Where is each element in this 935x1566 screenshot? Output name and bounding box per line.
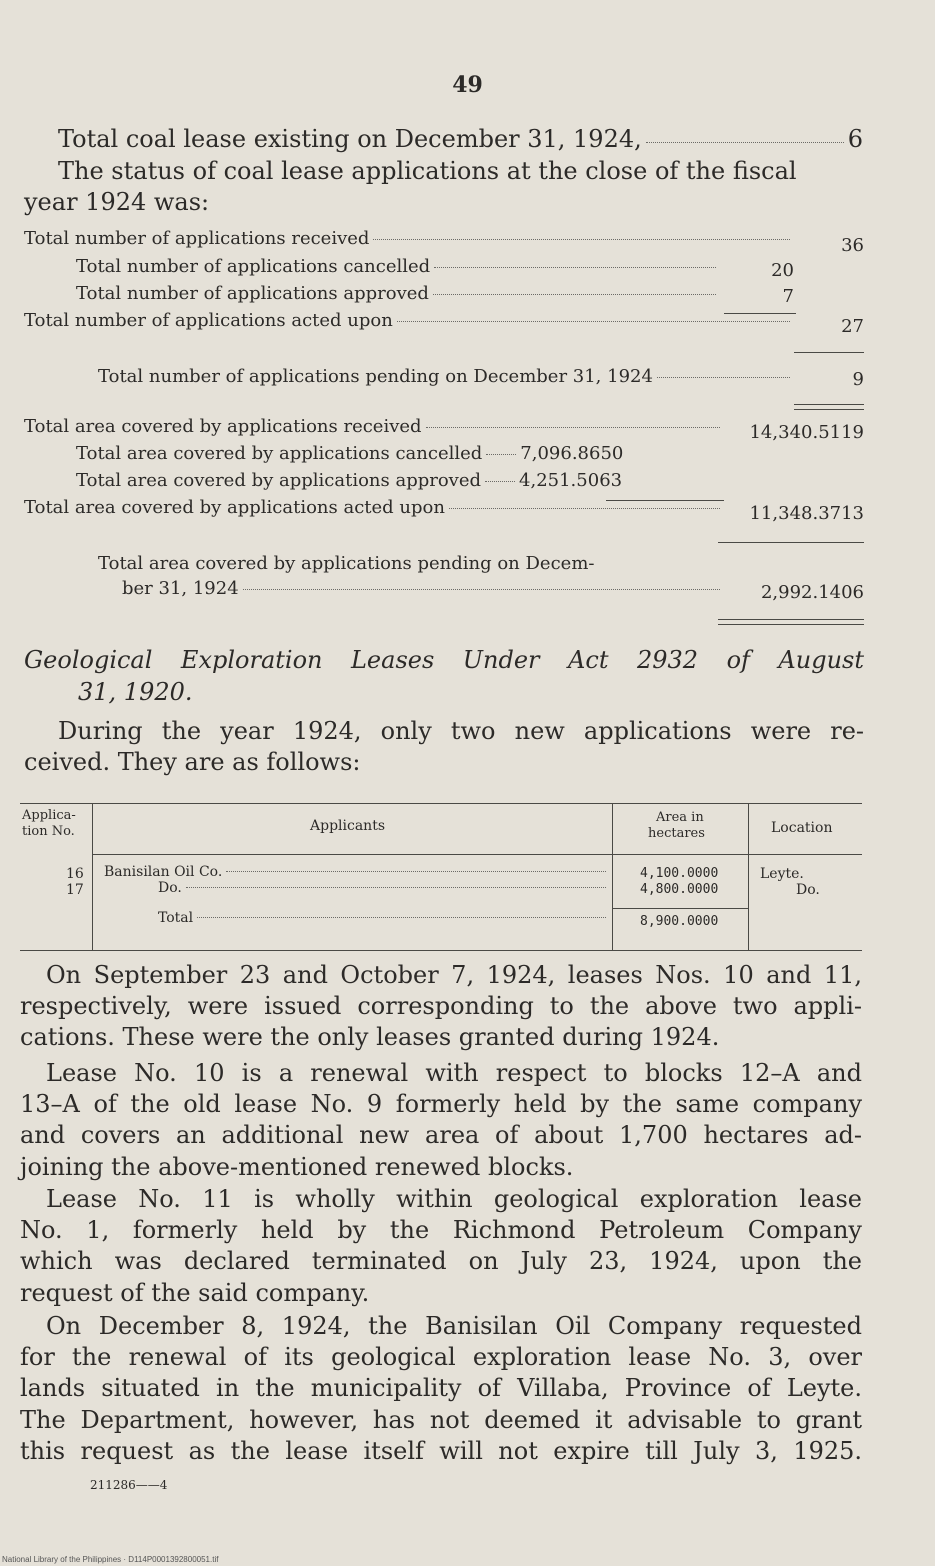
area-received-value: 14,340.5119 <box>749 422 864 443</box>
applications-pending-row <box>98 366 794 387</box>
paragraph-line: joining the above-mentioned renewed blocks. <box>20 1152 574 1181</box>
table-total-rule <box>612 908 748 909</box>
paragraph-lease-11 <box>20 1184 862 1309</box>
total-rule <box>718 542 864 543</box>
paragraph-line: 13–A of the old lease No. 9 formerly held by the same company <box>20 1090 862 1119</box>
paragraph-line: for the renewal of its geological exploration lease No. 3, over <box>20 1343 862 1372</box>
coal-lease-existing-line <box>58 124 863 155</box>
applications-approved-value: 7 <box>782 286 794 307</box>
table-row <box>158 880 610 896</box>
double-rule <box>794 404 864 410</box>
row-16-applicant: Banisilan Oil Co. <box>104 864 223 880</box>
total-rule <box>794 352 864 353</box>
applications-approved-row <box>76 283 720 304</box>
row-17-applicant: Do. <box>158 880 182 896</box>
row-16-location: Leyte. <box>760 866 804 882</box>
paragraph-renewal-request <box>20 1311 862 1467</box>
leader-dots <box>426 427 720 428</box>
row-17-location: Do. <box>796 882 820 898</box>
applications-cancelled-label: Total number of applications cancelled <box>76 256 431 277</box>
applications-received-label: Total number of applications received <box>24 228 370 249</box>
paragraph-line: which was declared terminated on July 23, 1924, upon the <box>20 1247 862 1276</box>
paragraph-line: request of the said company. <box>20 1278 370 1307</box>
leader-dots <box>485 481 515 482</box>
applications-approved-label: Total number of applications approved <box>76 283 429 304</box>
paragraph-line: this request as the lease itself will not expire till July 3, 1925. <box>20 1436 862 1465</box>
header-app-no-2: tion No. <box>22 824 75 839</box>
paragraph-line: The Department, however, has not deemed it advisable to grant <box>20 1405 862 1434</box>
area-approved-value: 4,251.5063 <box>519 470 623 491</box>
leader-dots <box>646 142 844 143</box>
area-cancelled-row <box>76 443 724 464</box>
area-cancelled-value: 7,096.8650 <box>520 443 624 464</box>
applications-acted-label: Total number of applications acted upon <box>24 310 393 331</box>
table-header-rule <box>92 854 862 855</box>
header-app-no-1: Applica- <box>22 808 76 823</box>
printer-signature: 211286——4 <box>90 1478 168 1492</box>
area-received-row <box>24 416 724 437</box>
area-pending-label-1: Total area covered by applications pending on Decem- <box>98 553 595 574</box>
paragraph-line: Lease No. 10 is a renewal with respect to blocks 12–A and <box>46 1059 862 1087</box>
leader-dots <box>243 589 720 590</box>
leader-dots <box>449 508 720 509</box>
intro-paragraph <box>24 716 864 778</box>
header-applicants: Applicants <box>310 818 386 834</box>
section-heading <box>24 644 864 708</box>
paragraph-leases-issued <box>20 960 862 1054</box>
status-line-cont: year 1924 was: <box>24 188 210 216</box>
table-column-rule <box>92 804 93 950</box>
leader-dots <box>434 267 716 268</box>
area-approved-row <box>76 470 724 491</box>
applications-received-row <box>24 228 794 249</box>
applications-pending-label: Total number of applications pending on December 31, 1924 <box>98 366 653 387</box>
leader-dots <box>486 454 516 455</box>
applications-cancelled-row <box>76 256 720 277</box>
status-line: The status of coal lease applications at the close of the fiscal <box>58 157 797 185</box>
total-label: Total <box>158 910 194 926</box>
area-acted-row <box>24 497 724 518</box>
coal-lease-existing-label: Total coal lease existing on December 31, 1924, <box>58 125 642 153</box>
coal-lease-existing-value: 6 <box>847 125 863 153</box>
section-heading-line-1: Geological Exploration Leases Under Act 2932 of August <box>24 646 864 674</box>
applications-pending-value: 9 <box>852 369 864 390</box>
area-acted-value: 11,348.3713 <box>749 503 864 524</box>
row-16-area: 4,100.0000 <box>640 866 719 881</box>
row-17-area: 4,800.0000 <box>640 882 719 897</box>
area-pending-row <box>122 578 724 599</box>
header-location: Location <box>771 820 833 836</box>
paragraph-line: lands situated in the municipality of Villaba, Province of Leyte. <box>20 1374 862 1403</box>
paragraph-line: and covers an additional new area of about 1,700 hectares ad- <box>20 1121 862 1150</box>
leader-dots <box>197 917 606 918</box>
applications-acted-row <box>24 310 794 331</box>
page-number: 49 <box>452 72 483 98</box>
area-approved-label: Total area covered by applications approved <box>76 470 482 491</box>
row-16-no: 16 <box>66 866 84 882</box>
table-row <box>104 864 610 880</box>
paragraph-line: No. 1, formerly held by the Richmond Petroleum Company <box>20 1216 862 1245</box>
area-pending-value: 2,992.1406 <box>760 582 864 603</box>
row-17-no: 17 <box>66 882 84 898</box>
leader-dots <box>657 377 790 378</box>
applications-acted-value: 27 <box>841 316 864 337</box>
applications-received-value: 36 <box>841 235 864 256</box>
intro-paragraph-line: During the year 1924, only two new applications were re- <box>58 717 864 745</box>
section-heading-line-2: 31, 1920. <box>78 678 193 706</box>
total-area: 8,900.0000 <box>640 914 719 929</box>
intro-paragraph-line: ceived. They are as follows: <box>24 748 361 777</box>
header-area-1: Area in <box>656 810 704 825</box>
leader-dots <box>226 871 606 872</box>
leases-table <box>20 803 862 951</box>
table-column-rule <box>612 804 613 950</box>
area-cancelled-label: Total area covered by applications cancelled <box>76 443 483 464</box>
scan-credit: National Library of the Philippines · D114P0001392800051.tif <box>2 1555 219 1564</box>
leader-dots <box>433 294 716 295</box>
paragraph-lease-10 <box>20 1058 862 1183</box>
area-received-label: Total area covered by applications received <box>24 416 422 437</box>
paragraph-line: On December 8, 1924, the Banisilan Oil Company requested <box>46 1312 862 1340</box>
leader-dots <box>186 887 606 888</box>
paragraph-line: respectively, were issued corresponding to the above two appli- <box>20 992 862 1021</box>
paragraph-line: On September 23 and October 7, 1924, leases Nos. 10 and 11, <box>46 961 862 989</box>
table-total-row <box>158 910 610 926</box>
area-pending-label-2: ber 31, 1924 <box>122 578 239 599</box>
area-acted-label: Total area covered by applications acted upon <box>24 497 445 518</box>
leader-dots <box>373 239 790 240</box>
table-column-rule <box>748 804 749 950</box>
paragraph-line: Lease No. 11 is wholly within geological exploration lease <box>46 1185 862 1213</box>
double-rule <box>718 619 864 625</box>
header-area-2: hectares <box>648 826 705 841</box>
leader-dots <box>397 321 790 322</box>
paragraph-line: cations. These were the only leases granted during 1924. <box>20 1023 720 1052</box>
applications-cancelled-value: 20 <box>771 260 794 281</box>
